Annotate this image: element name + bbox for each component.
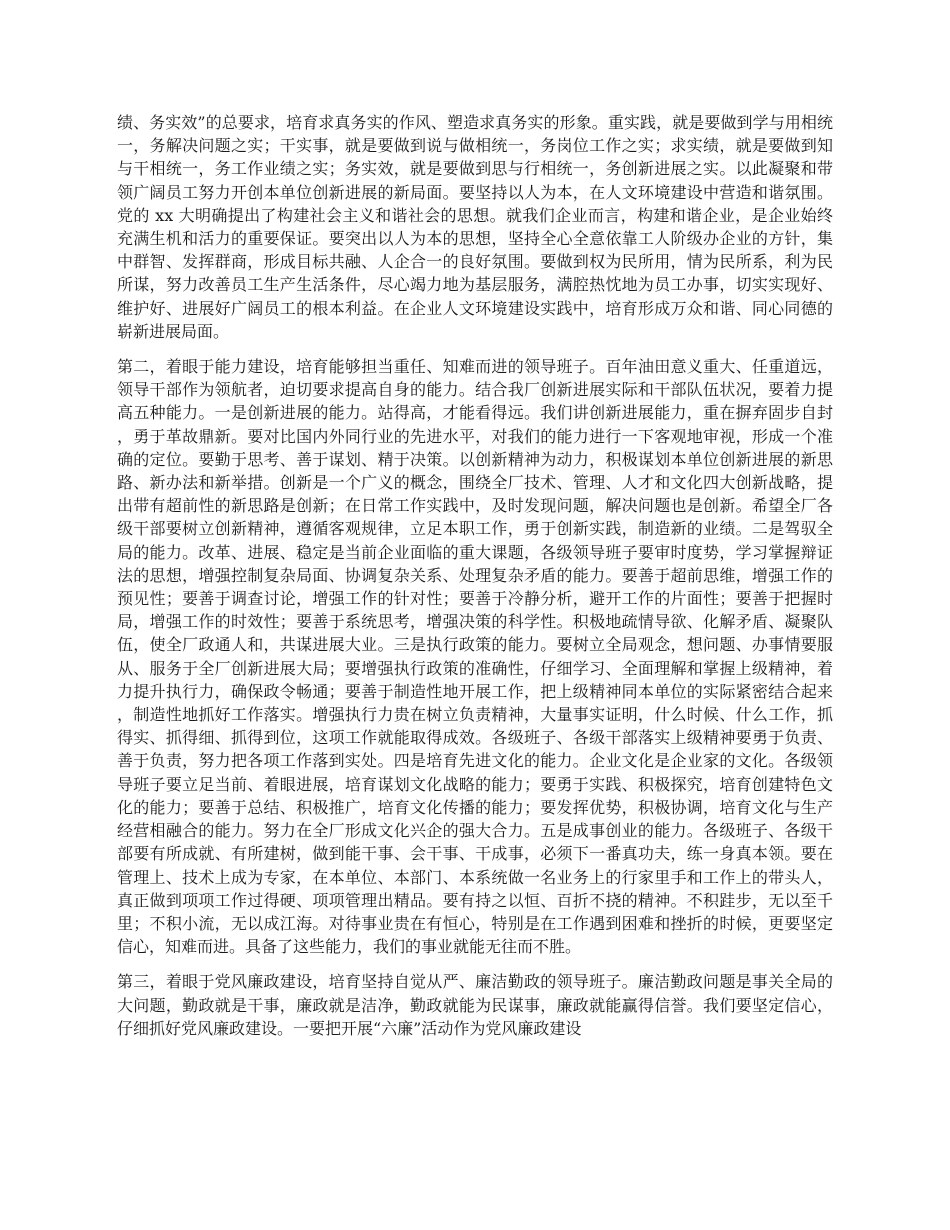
paragraph-2: 第二，着眼于能力建设，培育能够担当重任、知难而进的领导班子。百年油田意义重大、任重道远，领导干部作为领航者，迫切要求提高自身的能力。结合我厂创新进展实际和干部队伍状况，要着力提高五种能力。一是创新进展的能力。站得高，才能看得远。我们讲创新进展能力，重在摒弃固步自封，勇于革故鼎新。要对比国内外同行业的先进水平，对我们的能力进行一下客观地审视，形成一个准确的定位。要勤于思考、善于谋划、精于决策。以创新精神为动力，积极谋划本单位创新进展的新思路、新办法和新举措。创新是一个广义的概念，围绕全厂技术、管理、人才和文化四大创新战略，提出带有超前性的新思路是创新；在日常工作实践中，及时发现问题，解决问题也是创新。希望全厂各级干部要树立创新精神，遵循客观规律，立足本职工作，勇于创新实践，制造新的业绩。二是驾驭全局的能力。改革、进展、稳定是当前企业面临的重大课题，各级领导班子要审时度势，学习掌握辩证法的思想，增强控制复杂局面、协调复杂关系、处理复杂矛盾的能力。要善于超前思维，增强工作的预见性；要善于调查讨论，增强工作的针对性；要善于冷静分析，避开工作的片面性；要善于把握时局，增强工作的时效性；要善于系统思考，增强决策的科学性。积极地疏情导欲、化解矛盾、凝聚队伍，使全厂政通人和，共谋进展大业。三是执行政策的能力。要树立全局观念，想问题、办事情要服从、服务于全厂创新进展大局；要增强执行政策的准确性，仔细学习、全面理解和掌握上级精神，着力提升执行力，确保政令畅通；要善于制造性地开展工作，把上级精神同本单位的实际紧密结合起来，制造性地抓好工作落实。增强执行力贵在树立负责精神，大量事实证明，什么时候、什么工作，抓得实、抓得细、抓得到位，这项工作就能取得成效。各级班子、各级干部落实上级精神要勇于负责、善于负责，努力把各项工作落到实处。四是培育先进文化的能力。企业文化是企业家的文化。各级领导班子要立足当前、着眼进展，培育谋划文化战略的能力；要勇于实践、积极探究，培育创建特色文化的能力；要善于总结、积极推广，培育文化传播的能力；要发挥优势，积极协调，培育文化与生产经营相融合的能力。努力在全厂形成文化兴企的强大合力。五是成事创业的能力。各级班子、各级干部要有所成就、有所建树，做到能干事、会干事、干成事，必须下一番真功夫，练一身真本领。要在管理上、技术上成为专家，在本单位、本部门、本系统做一名业务上的行家里手和工作上的带头人，真正做到项项工作过得硬、项项管理出精品。要有持之以恒、百折不挠的精神。不积跬步，无以至千里；不积小流，无以成江海。对待事业贵在有恒心，特别是在工作遇到困难和挫折的时候，更要坚定信心，知难而进。具备了这些能力，我们的事业就能无往而不胜。 <box>117 357 833 957</box>
document-body <box>117 111 833 1052</box>
paragraph-3: 第三，着眼于党风廉政建设，培育坚持自觉从严、廉洁勤政的领导班子。廉洁勤政问题是事关全局的大问题，勤政就是干事，廉政就是洁净，勤政就能为民谋事，廉政就能赢得信誉。我们要坚定信心，仔细抓好党风廉政建设。一要把开展“六廉”活动作为党风廉政建设 <box>117 972 833 1038</box>
paragraph-1: 绩、务实效”的总要求，培育求真务实的作风、塑造求真务实的形象。重实践，就是要做到学与用相统一，务解决问题之实；干实事，就是要做到说与做相统一，务岗位工作之实；求实绩，就是要做到知与干相统一，务工作业绩之实；务实效，就是要做到思与行相统一，务创新进展之实。以此凝聚和带领广阔员工努力开创本单位创新进展的新局面。要坚持以人为本，在人文环境建设中营造和谐氛围。党的 xx 大明确提出了构建社会主义和谐社会的思想。就我们企业而言，构建和谐企业，是企业始终充满生机和活力的重要保证。要突出以人为本的思想，坚持全心全意依靠工人阶级办企业的方针，集中群智、发挥群商，形成目标共融、人企合一的良好氛围。要做到权为民所用，情为民所系，利为民所谋，努力改善员工生产生活条件，尽心竭力地为基层服务，满腔热忱地为员工办事，切实实现好、维护好、进展好广阔员工的根本利益。在企业人文环境建设实践中，培育形成万众和谐、同心同德的崭新进展局面。 <box>117 113 833 341</box>
